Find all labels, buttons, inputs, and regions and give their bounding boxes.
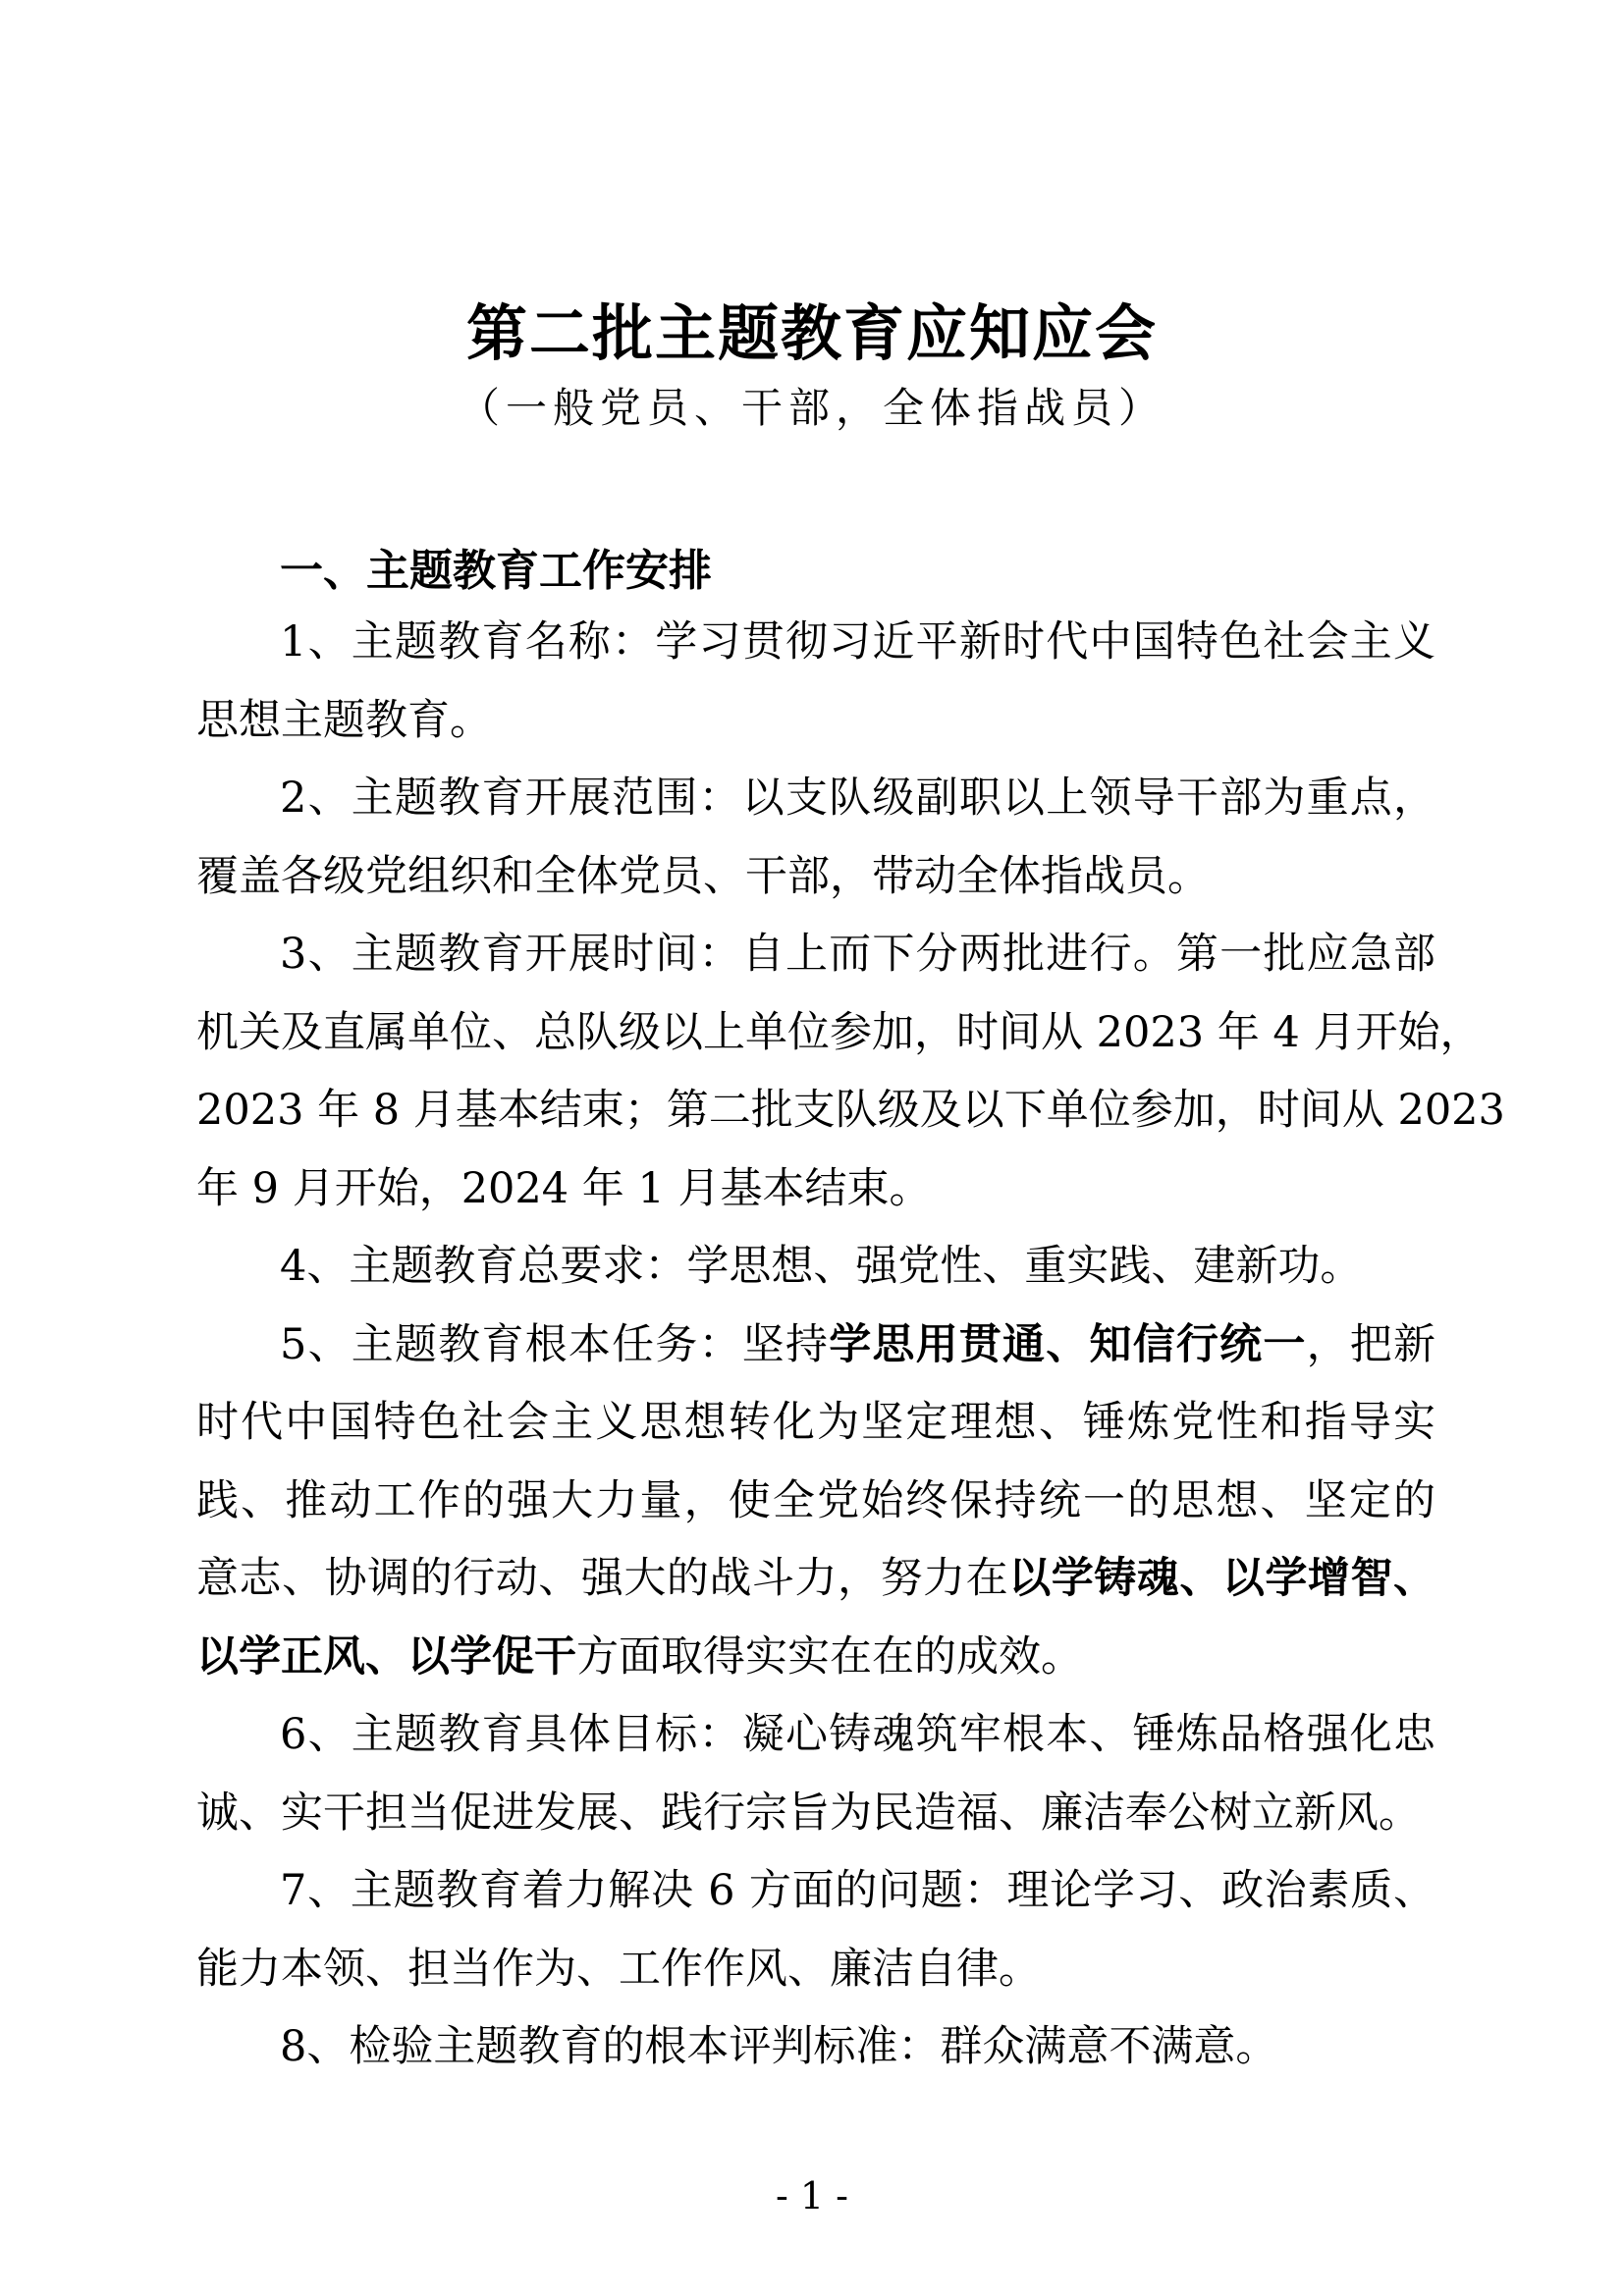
text-segment: ，把新 <box>1306 1319 1436 1369</box>
text-segment: 思想主题教育。 <box>196 695 492 745</box>
text-segment: 能力本领、担当作为、工作作风、廉洁自律。 <box>196 1944 1041 1994</box>
document-subtitle: （一般党员、干部，全体指战员） <box>458 384 1165 432</box>
paragraph <box>196 1307 1435 1697</box>
text-line <box>196 1307 1435 1385</box>
text-line <box>196 682 1435 761</box>
text-line <box>196 1072 1505 1150</box>
text-segment: 2023 年 8 月基本结束；第二批支队级及以下单位参加，时间从 2023 <box>196 1086 1505 1135</box>
document-body <box>196 604 1505 2087</box>
bold-text: 以学铸魂、以学增智、 <box>1008 1554 1436 1603</box>
text-segment: 方面取得实实在在的成效。 <box>576 1631 1083 1682</box>
text-line <box>196 1384 1435 1463</box>
page-number: - 1 - <box>775 2174 848 2217</box>
text-segment: 7、主题教育着力解决 6 方面的问题：理论学习、政治素质、 <box>280 1866 1435 1915</box>
text-segment: 诚、实干担当促进发展、践行宗旨为民造福、廉洁奉公树立新风。 <box>196 1788 1421 1838</box>
paragraph <box>196 2008 1435 2087</box>
document-title: 第二批主题教育应知应会 <box>465 297 1158 369</box>
paragraph <box>196 604 1435 760</box>
text-line <box>196 760 1435 838</box>
bold-text: 以学正风、以学促干 <box>196 1631 576 1682</box>
text-line <box>196 604 1435 682</box>
text-line <box>196 1619 1435 1697</box>
section-heading: 一、主题教育工作安排 <box>280 546 712 596</box>
text-segment: 1、主题教育名称：学习贯彻习近平新时代中国特色社会主义 <box>280 617 1435 667</box>
text-line <box>196 1696 1435 1775</box>
paragraph <box>196 916 1505 1228</box>
paragraph <box>196 1852 1435 2008</box>
text-line <box>196 994 1483 1073</box>
paragraph <box>196 1696 1435 1852</box>
text-line <box>196 1852 1435 1931</box>
text-segment: 机关及直属单位、总队级以上单位参加，时间从 2023 年 4 月开始， <box>196 1007 1483 1057</box>
text-line <box>196 1540 1435 1619</box>
text-segment: 5、主题教育根本任务：坚持 <box>280 1319 830 1369</box>
paragraph <box>196 1228 1435 1307</box>
text-segment: 年 9 月开始，2024 年 1 月基本结束。 <box>196 1163 932 1213</box>
text-segment: 覆盖各级党组织和全体党员、干部，带动全体指战员。 <box>196 851 1210 901</box>
text-segment: 时代中国特色社会主义思想转化为坚定理想、锤炼党性和指导实 <box>196 1398 1435 1447</box>
text-line <box>196 916 1435 994</box>
text-line <box>196 2008 1435 2087</box>
text-segment: 8、检验主题教育的根本评判标准：群众满意不满意。 <box>280 2022 1278 2071</box>
text-segment: 3、主题教育开展时间：自上而下分两批进行。第一批应急部 <box>280 930 1435 979</box>
text-line <box>196 1463 1435 1541</box>
text-line <box>196 1931 1435 2009</box>
text-segment: 4、主题教育总要求：学思想、强党性、重实践、建新功。 <box>280 1242 1363 1291</box>
text-line <box>196 838 1435 917</box>
text-segment: 6、主题教育具体目标：凝心铸魂筑牢根本、锤炼品格强化忠 <box>280 1710 1435 1759</box>
text-segment: 2、主题教育开展范围：以支队级副职以上领导干部为重点， <box>280 774 1435 823</box>
bold-text: 学思用贯通、知信行统一 <box>829 1319 1307 1369</box>
text-segment: 意志、协调的行动、强大的战斗力，努力在 <box>196 1554 1009 1603</box>
text-line <box>196 1775 1435 1853</box>
paragraph <box>196 760 1435 916</box>
text-line <box>196 1150 1435 1229</box>
text-line <box>196 1228 1435 1307</box>
text-segment: 践、推动工作的强大力量，使全党始终保持统一的思想、坚定的 <box>196 1475 1435 1525</box>
